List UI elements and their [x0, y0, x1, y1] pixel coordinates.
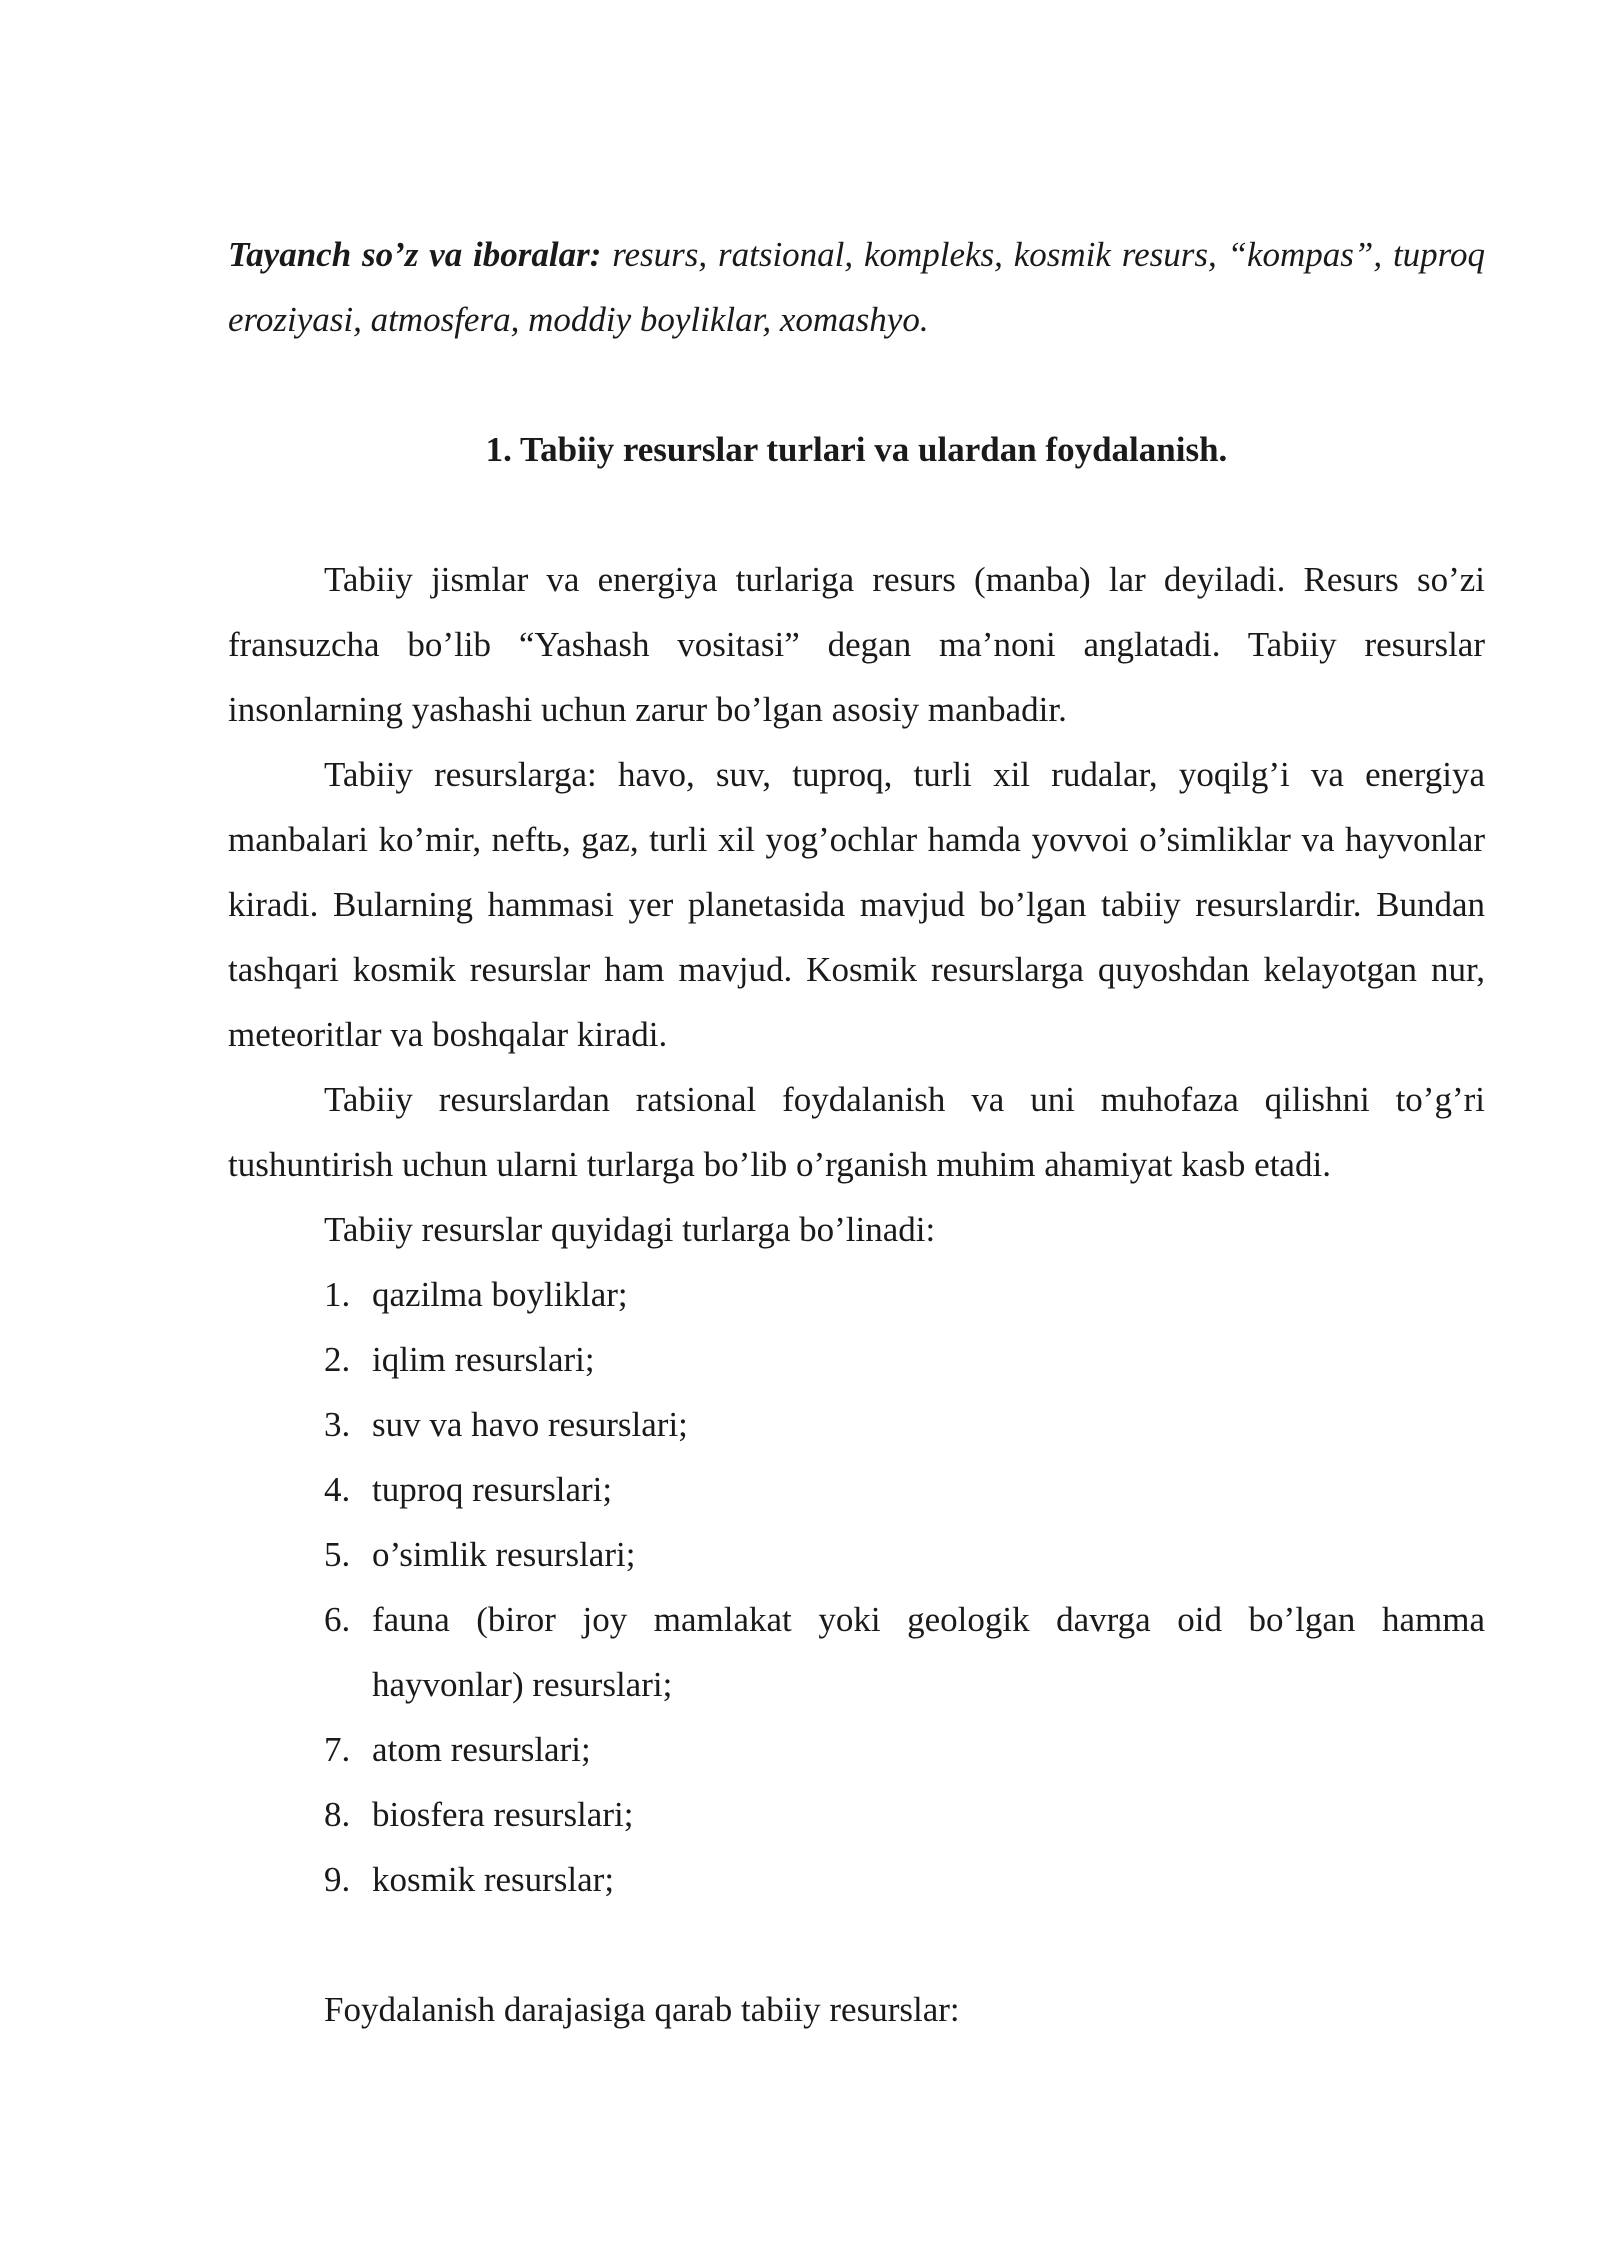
list-item — [228, 1587, 1485, 1717]
list-item-number: 1. — [324, 1275, 351, 1314]
list-item — [228, 1522, 1485, 1587]
keywords-list: resurs, ratsional, kompleks, kosmik resurs, “kompas”, tuproq eroziyasi, atmosfera, moddiy boyliklar, xomashyo. — [228, 235, 1485, 339]
list-item-number: 5. — [324, 1535, 351, 1574]
list-item-text: iqlim resurslari; — [372, 1340, 595, 1379]
list-item-number: 8. — [324, 1795, 351, 1834]
list-item-number: 7. — [324, 1730, 351, 1769]
list-item-text: suv va havo resurslari; — [372, 1405, 688, 1444]
list-item — [228, 1457, 1485, 1522]
document-page — [228, 222, 1485, 2042]
list-item — [228, 1262, 1485, 1327]
keywords-paragraph — [228, 222, 1485, 352]
list-item-number: 2. — [324, 1340, 351, 1379]
list-item-number: 4. — [324, 1470, 351, 1509]
list-item — [228, 1847, 1485, 1912]
paragraph-rational-use: Tabiiy resurslardan ratsional foydalanish va uni muhofaza qilishni to’g’ri tushuntirish uchun ularni turlarga bo’lib o’rganish muhim ahamiyat kasb etadi. — [228, 1080, 1485, 1184]
keywords-label: Tayanch so’z va iboralar: — [228, 235, 602, 274]
list-item-number: 9. — [324, 1860, 351, 1899]
list-item — [228, 1327, 1485, 1392]
list-item-text: o’simlik resurslari; — [372, 1535, 636, 1574]
section-heading: 1. Tabiiy resurslar turlari va ulardan foydalanish. — [485, 430, 1228, 469]
paragraph-resource-types: Tabiiy resurslarga: havo, suv, tuproq, turli xil rudalar, yoqilg’i va energiya manbalari ko’mir, neftь, gaz, turli xil yog’ochlar hamda yovvoi o’simliklar va hayvonlar kiradi. Bularning hammasi yer planetasida mavjud bo’lgan tabiiy resurslardir. Bundan tashqari kosmik resurslar ham mavjud. Kosmik resurslarga quyoshdan kelayotgan nur, meteoritlar va boshqalar kiradi. — [228, 755, 1485, 1054]
list-item-text: tuproq resurslari; — [372, 1470, 613, 1509]
list-item-number: 3. — [324, 1405, 351, 1444]
paragraph-list-intro: Tabiiy resurslar quyidagi turlarga bo’linadi: — [324, 1210, 936, 1249]
paragraph-usage-degree: Foydalanish darajasiga qarab tabiiy resurslar: — [324, 1990, 960, 2029]
list-item — [228, 1392, 1485, 1457]
list-item-text: biosfera resurslari; — [372, 1795, 634, 1834]
list-item-text: kosmik resurslar; — [372, 1860, 615, 1899]
list-item — [228, 1717, 1485, 1782]
paragraph-definition: Tabiiy jismlar va energiya turlariga resurs (manba) lar deyiladi. Resurs so’zi fransuzcha bo’lib “Yashash vositasi” degan ma’noni anglatadi. Tabiiy resurslar insonlarning yashashi uchun zarur bo’lgan asosiy manbadir. — [228, 560, 1485, 729]
list-item-text: qazilma boyliklar; — [372, 1275, 628, 1314]
resource-types-list — [228, 1262, 1485, 1912]
list-item-number: 6. — [324, 1600, 351, 1639]
list-item-text: atom resurslari; — [372, 1730, 591, 1769]
list-item-text: fauna (biror joy mamlakat yoki geologik davrga oid bo’lgan hamma hayvonlar) resurslari; — [372, 1600, 1485, 1704]
list-item — [228, 1782, 1485, 1847]
